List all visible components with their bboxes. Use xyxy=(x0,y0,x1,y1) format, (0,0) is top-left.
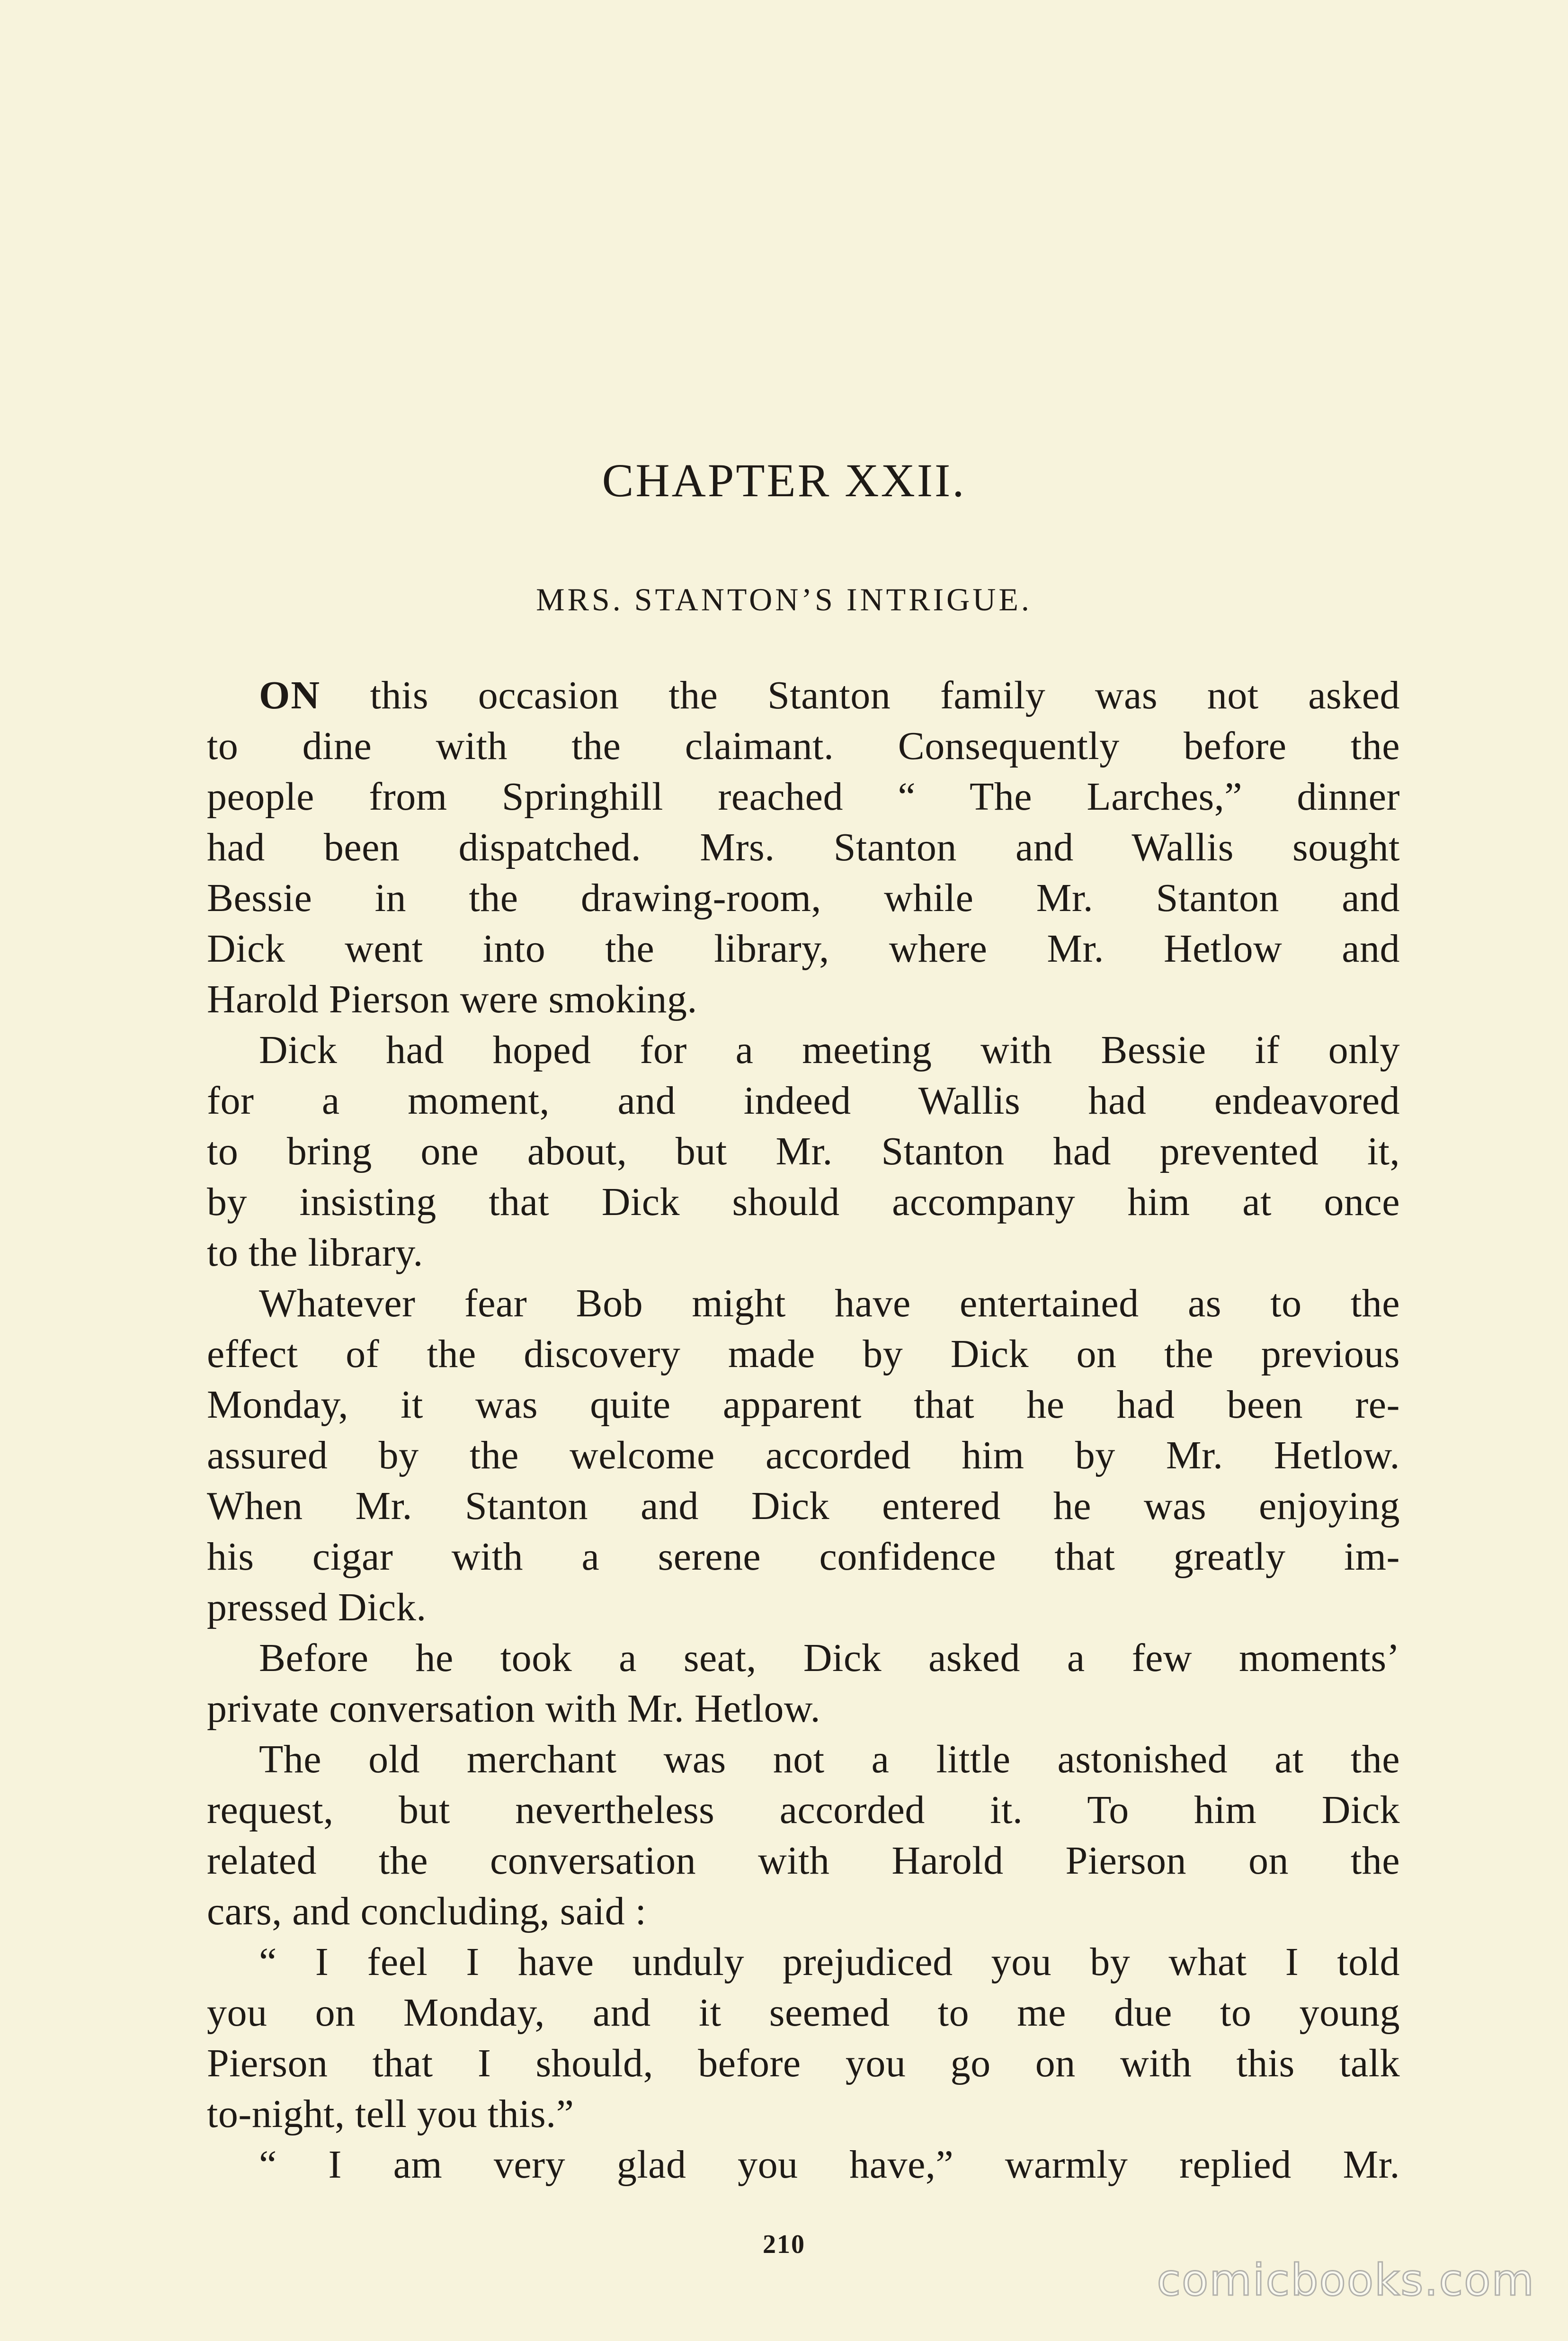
text-line: “ I feel I have unduly prejudiced you by what I told xyxy=(259,1940,1400,1984)
text-line: Whatever fear Bob might have entertained as to the xyxy=(259,1281,1400,1325)
chapter-subtitle: MRS. STANTON’S INTRIGUE. xyxy=(536,581,1032,617)
text-line: Monday, it was quite apparent that he had been re- xyxy=(207,1383,1400,1427)
chapter-body xyxy=(207,670,1400,2190)
text-line: Bessie in the drawing-room, while Mr. Stanton and xyxy=(207,876,1400,920)
text-line: had been dispatched. Mrs. Stanton and Wallis sought xyxy=(207,825,1400,869)
text-line: Before he took a seat, Dick asked a few moments’ xyxy=(259,1636,1400,1680)
text-line: Harold Pierson were smoking. xyxy=(207,977,697,1021)
text-line: his cigar with a serene confidence that greatly im- xyxy=(207,1535,1400,1579)
text-line: to the library. xyxy=(207,1231,423,1275)
text-line: to bring one about, but Mr. Stanton had prevented it, xyxy=(207,1129,1400,1173)
text-line: private conversation with Mr. Hetlow. xyxy=(207,1687,821,1731)
text-line: effect of the discovery made by Dick on the previous xyxy=(207,1332,1400,1376)
text-line: When Mr. Stanton and Dick entered he was enjoying xyxy=(207,1484,1400,1528)
text-line-content: this occasion the Stanton family was not asked xyxy=(321,673,1400,717)
text-line: The old merchant was not a little astonished at the xyxy=(259,1737,1400,1781)
text-line: to-night, tell you this.” xyxy=(207,2092,574,2136)
text-line: Dick went into the library, where Mr. Hetlow and xyxy=(207,927,1400,971)
text-line: pressed Dick. xyxy=(207,1585,427,1629)
text-line: request, but nevertheless accorded it. To him Dick xyxy=(207,1788,1400,1832)
text-line: people from Springhill reached “ The Larches,” dinner xyxy=(207,775,1400,819)
text-line: you on Monday, and it seemed to me due to young xyxy=(207,1991,1400,2035)
text-line: to dine with the claimant. Consequently before the xyxy=(207,724,1400,768)
text-line: Dick had hoped for a meeting with Bessie if only xyxy=(259,1028,1400,1072)
text-line: related the conversation with Harold Pierson on the xyxy=(207,1839,1400,1883)
text-line: cars, and concluding, said : xyxy=(207,1889,647,1933)
text-line: for a moment, and indeed Wallis had endeavored xyxy=(207,1079,1400,1123)
opening-word: ON xyxy=(259,673,321,717)
text-line xyxy=(207,670,1400,721)
chapter-title: CHAPTER XXII. xyxy=(602,454,966,507)
page-number: 210 xyxy=(763,2230,805,2259)
text-line: Pierson that I should, before you go on with this talk xyxy=(207,2041,1400,2085)
watermark: comicbooks.com xyxy=(1157,2255,1535,2305)
text-line: “ I am very glad you have,” warmly replied Mr. xyxy=(259,2143,1400,2187)
text-line: assured by the welcome accorded him by Mr. Hetlow. xyxy=(207,1433,1400,1477)
text-line: by insisting that Dick should accompany him at once xyxy=(207,1180,1400,1224)
